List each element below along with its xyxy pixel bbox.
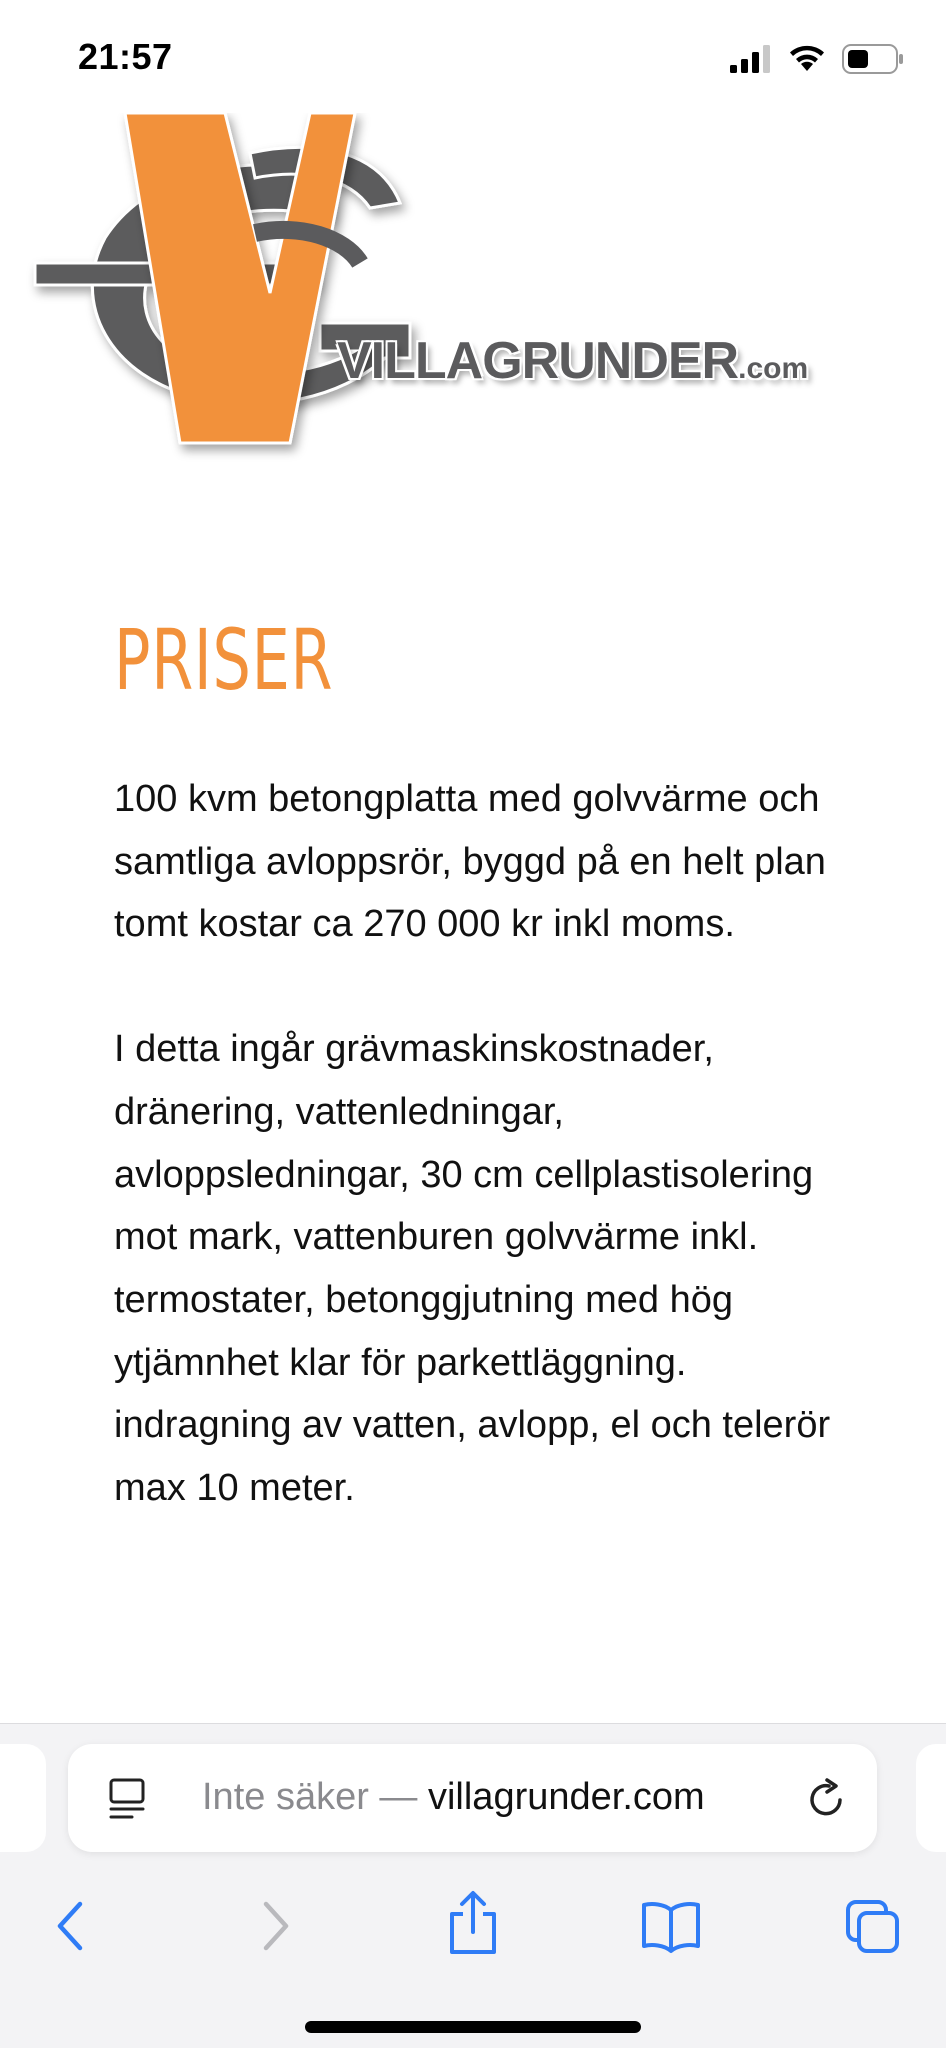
- status-time: 21:57: [78, 36, 173, 77]
- cellular-signal-icon: [730, 45, 772, 73]
- logo-brand-text: [337, 331, 808, 391]
- bookmarks-icon[interactable]: [640, 1898, 702, 1954]
- previous-tab-peek[interactable]: [0, 1744, 46, 1852]
- browser-bottom-bar: [0, 1723, 946, 2048]
- villagrunder-logo[interactable]: [0, 113, 946, 468]
- forward-icon[interactable]: [258, 1898, 294, 1954]
- back-icon[interactable]: [52, 1898, 88, 1954]
- logo-graphic: [0, 113, 946, 468]
- reload-icon[interactable]: [807, 1778, 847, 1820]
- logo-brand-suffix: .com: [738, 352, 809, 385]
- battery-icon: [842, 44, 904, 74]
- address-bar[interactable]: [68, 1744, 877, 1852]
- home-indicator[interactable]: [305, 2021, 641, 2033]
- main-content: [114, 600, 834, 1520]
- price-paragraph: 100 kvm betongplatta med golvvärme och samtliga avloppsrör, byggd på en helt plan tomt kostar ca 270 000 kr inkl moms.: [114, 778, 826, 946]
- tabs-icon[interactable]: [844, 1898, 902, 1956]
- share-icon[interactable]: [446, 1890, 500, 1956]
- page-menu-icon[interactable]: [108, 1778, 148, 1820]
- included-paragraph: I detta ingår grävmaskinskostnader, dränering, vattenledningar, avloppsledningar, 30 cm cellplastisolering mot mark, vattenburen golvvärme inkl. termostater, betonggjutning med hög ytjämnhet klar för parkettläggning. indragning av vatten, avlopp, el och telerör max 10 meter.: [114, 1028, 831, 1510]
- address-domain: villagrunder.com: [427, 1776, 705, 1818]
- wifi-icon: [788, 45, 826, 73]
- status-bar: [0, 0, 946, 115]
- status-icons: [730, 44, 904, 74]
- address-text[interactable]: [202, 1776, 705, 1819]
- browser-toolbar: [0, 1874, 946, 1984]
- next-tab-peek[interactable]: [916, 1744, 946, 1852]
- logo-brand-name: VILLAGRUNDER: [337, 332, 739, 390]
- not-secure-label: Inte säker —: [202, 1776, 418, 1818]
- page-title: PRISER: [114, 611, 334, 709]
